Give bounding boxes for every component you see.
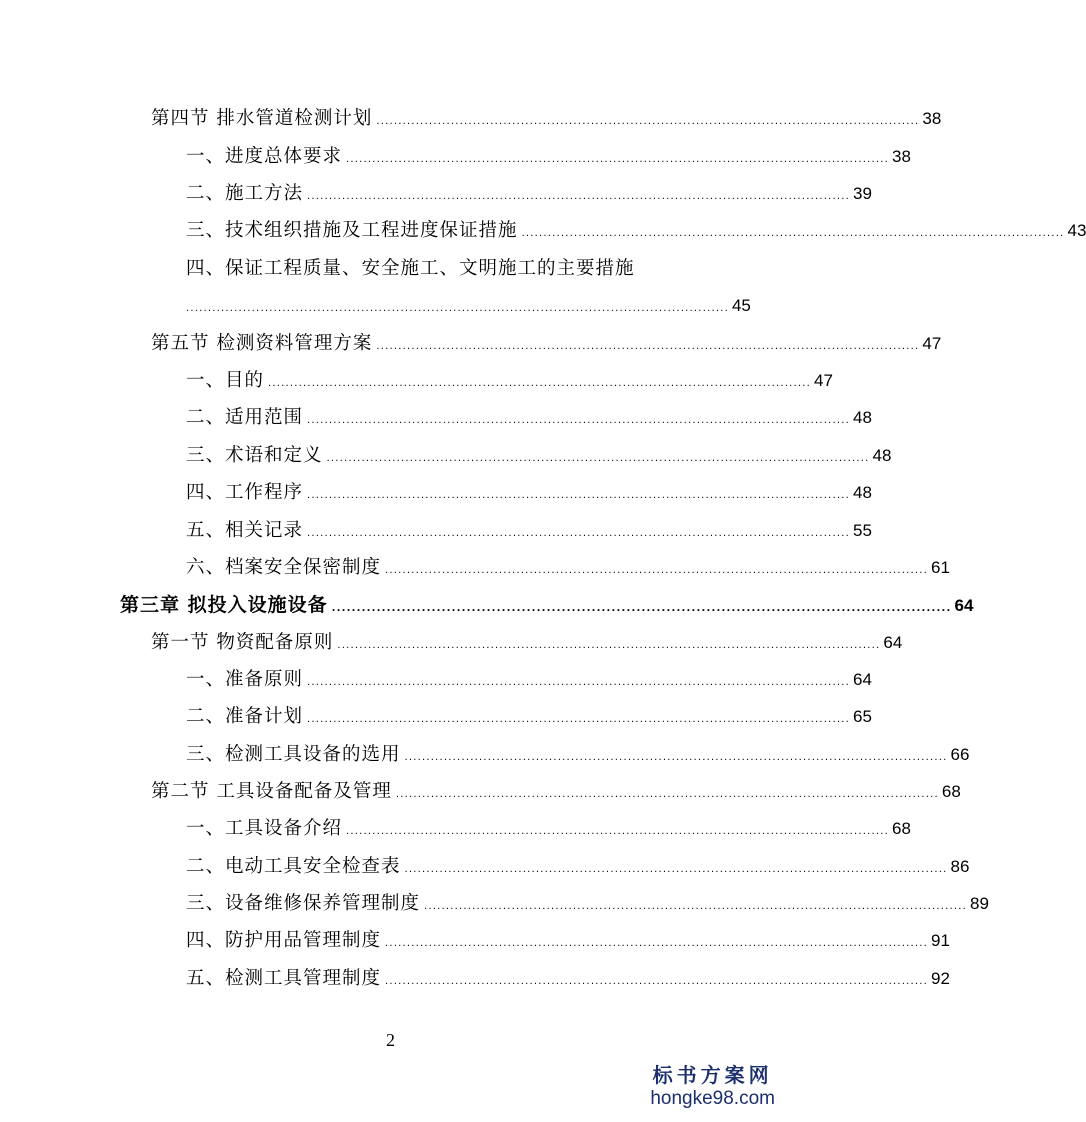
toc-entry[interactable]: [186, 144, 911, 173]
toc-entry-label: 二、准备计划: [186, 706, 304, 727]
toc-entry[interactable]: [186, 480, 872, 509]
toc-entry-page: 47: [922, 334, 942, 353]
toc-entry-label: 四、工作程序: [186, 482, 304, 503]
toc-leader-dots: ............................................................................................................................: [424, 901, 967, 912]
toc-entry[interactable]: [186, 891, 989, 920]
toc-entry-label: 六、档案安全保密制度: [186, 557, 382, 578]
toc-entry-label: 第一节 物资配备原则: [151, 632, 334, 653]
toc-leader-dots: ............................................................................................................................: [346, 826, 889, 837]
toc-entry[interactable]: [151, 779, 961, 808]
toc-entry-label: 五、相关记录: [186, 520, 304, 541]
toc-entry-label: 五、检测工具管理制度: [186, 968, 382, 989]
toc-entry-label: 第三章 拟投入设施设备: [120, 594, 328, 616]
toc-entry[interactable]: [186, 218, 1086, 247]
toc-entry-label: 第二节 工具设备配备及管理: [151, 781, 392, 802]
toc-entry-page: 38: [891, 147, 911, 166]
toc-entry-page: 48: [852, 408, 872, 427]
toc-entry-label: 一、目的: [186, 370, 265, 391]
toc-leader-dots: ............................................................................................................................: [385, 938, 928, 949]
toc-entry-label: 二、施工方法: [186, 183, 304, 204]
toc-entry-page: 43: [1067, 221, 1086, 240]
toc-entry[interactable]: [151, 630, 903, 659]
toc-entry-label: 一、工具设备介绍: [186, 818, 343, 839]
toc-entry-page: 48: [852, 483, 872, 502]
toc-entry-page: 61: [930, 558, 950, 577]
page-number: 2: [386, 1030, 395, 1050]
toc-leader-dots: ............................................................................................................................: [346, 154, 889, 165]
toc-leader-dots: ............................................................................................................................: [307, 714, 850, 725]
toc-leader-dots: ............................................................................................................................: [307, 415, 850, 426]
toc-entry[interactable]: [186, 181, 872, 210]
toc-leader-dots: ............................................................................................................................: [186, 303, 729, 314]
toc-entry-label: 二、适用范围: [186, 407, 304, 428]
toc-leader-dots: ............................................................................................................................: [376, 341, 920, 352]
toc-leader-dots: ............................................................................................................................: [326, 453, 870, 464]
toc-entry-label: 三、术语和定义: [186, 445, 323, 466]
toc-entry-page: 47: [813, 371, 833, 390]
toc-entry-page: 55: [852, 521, 872, 540]
toc-entry-page: 68: [891, 819, 911, 838]
toc-entry[interactable]: [186, 966, 950, 995]
toc-entry-page: 39: [852, 184, 872, 203]
toc-entry-continuation[interactable]: [186, 293, 751, 322]
toc-chapter-entry[interactable]: [120, 592, 974, 622]
toc-entry-label: 三、设备维修保养管理制度: [186, 893, 421, 914]
toc-entry-label: 一、进度总体要求: [186, 146, 343, 167]
toc-entry-page: 64: [852, 670, 872, 689]
toc-entry-label: 一、准备原则: [186, 669, 304, 690]
toc-entry-page: 66: [950, 745, 970, 764]
toc-entry[interactable]: [186, 704, 872, 733]
toc-entry[interactable]: [186, 928, 950, 957]
toc-entry[interactable]: [151, 331, 942, 360]
toc-entry[interactable]: [186, 518, 872, 547]
toc-entry[interactable]: [186, 443, 892, 472]
toc-leader-dots: ............................................................................................................................: [385, 565, 928, 576]
toc-entry[interactable]: [186, 742, 970, 771]
toc-leader-dots: ............................................................................................................................: [385, 976, 928, 987]
toc-entry-page: 68: [941, 782, 961, 801]
toc-entry-page: 45: [731, 296, 751, 315]
toc-leader-dots: ............................................................................................................................: [307, 528, 850, 539]
toc-entry[interactable]: [186, 555, 950, 584]
toc-entry-page: 64: [954, 596, 974, 615]
toc-entry-label: 二、电动工具安全检查表: [186, 856, 401, 877]
toc-entry-page: 91: [930, 931, 950, 950]
toc-entry[interactable]: [186, 667, 872, 696]
toc-leader-dots: ............................................................................................................................: [307, 191, 850, 202]
toc-entry-page: 65: [852, 707, 872, 726]
toc-leader-dots: ............................................................................................................................: [331, 603, 952, 614]
toc-leader-dots: ............................................................................................................................: [404, 752, 948, 763]
toc-entry-page: 48: [872, 446, 892, 465]
toc-entry-label: 三、检测工具设备的选用: [186, 744, 401, 765]
toc-entry-page: 92: [930, 969, 950, 988]
toc-entry[interactable]: [151, 106, 942, 135]
watermark-url: hongke98.com: [650, 1088, 775, 1109]
toc-entry-label: 四、防护用品管理制度: [186, 930, 382, 951]
toc-leader-dots: ............................................................................................................................: [307, 490, 850, 501]
toc-leader-dots: ............................................................................................................................: [337, 640, 881, 651]
toc-entry[interactable]: [186, 854, 970, 883]
toc-entry[interactable]: [186, 816, 911, 845]
watermark-logo: [650, 1059, 775, 1110]
toc-leader-dots: ............................................................................................................................: [395, 789, 939, 800]
toc-entry-page: 38: [922, 109, 942, 128]
toc-leader-dots: ............................................................................................................................: [404, 864, 948, 875]
toc-leader-dots: ............................................................................................................................: [268, 378, 811, 389]
toc-entry-page: 89: [969, 894, 989, 913]
toc-leader-dots: ............................................................................................................................: [521, 228, 1065, 239]
toc-leader-dots: ............................................................................................................................: [307, 677, 850, 688]
watermark-title: 标书方案网: [652, 1063, 773, 1087]
toc-entry[interactable]: [186, 368, 833, 397]
toc-entry-label: 第五节 检测资料管理方案: [151, 333, 373, 354]
toc-leader-dots: ............................................................................................................................: [376, 116, 920, 127]
toc-entry-label: 第四节 排水管道检测计划: [151, 108, 373, 129]
toc-entry-page: 64: [883, 633, 903, 652]
toc-entry-page: 86: [950, 857, 970, 876]
toc-entry-label: 三、技术组织措施及工程进度保证措施: [186, 220, 518, 241]
toc-entry-label-wrapped[interactable]: 四、保证工程质量、安全施工、文明施工的主要措施: [186, 258, 635, 279]
toc-entry[interactable]: [186, 405, 872, 434]
